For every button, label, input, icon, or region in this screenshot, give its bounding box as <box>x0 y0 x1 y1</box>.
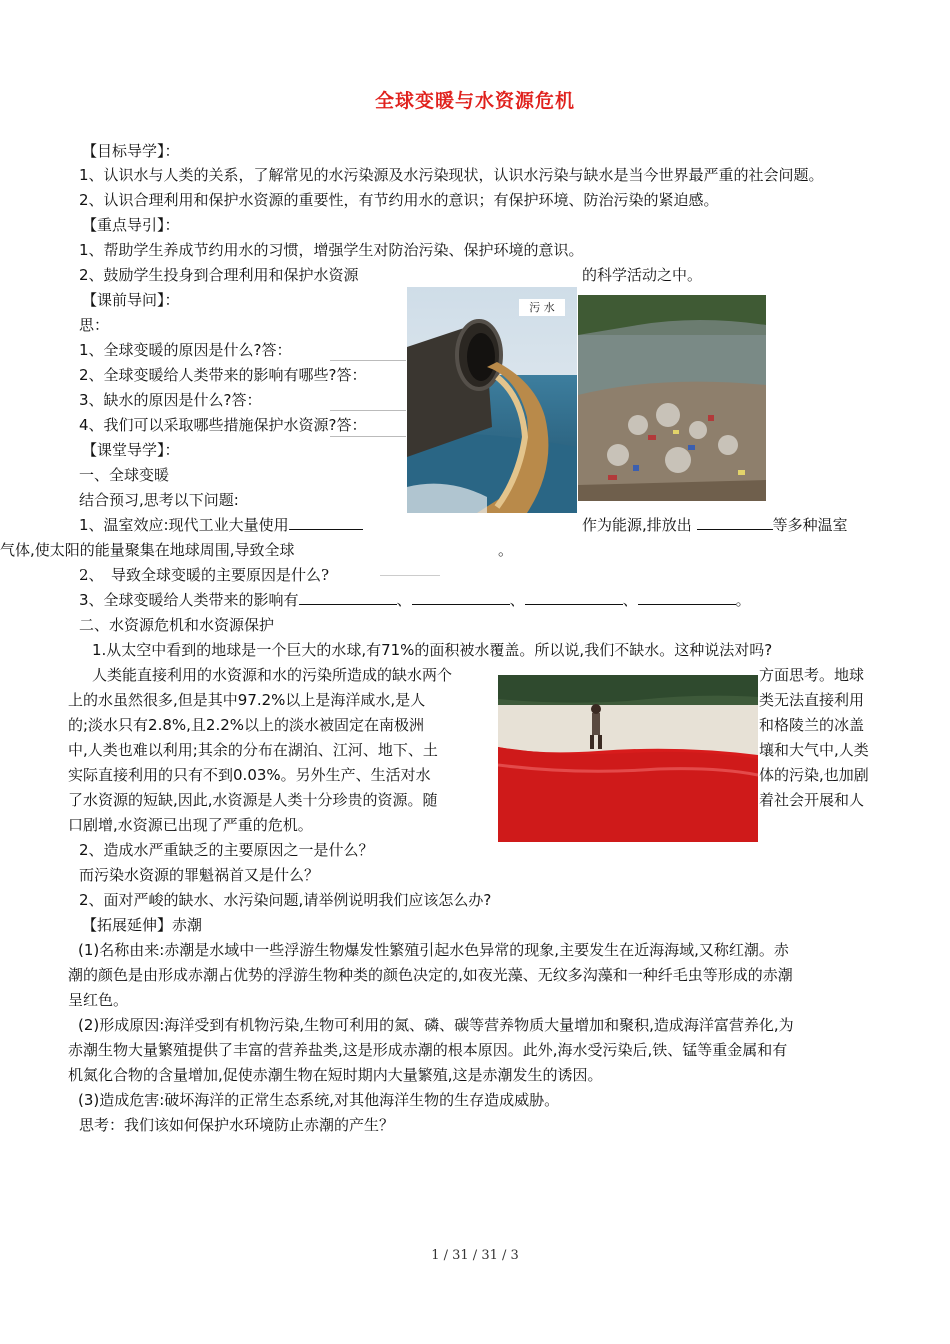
text-line: 结合预习,思考以下问题: <box>79 491 239 509</box>
page-footer: 1 / 31 / 31 / 3 <box>431 1248 519 1263</box>
question-line: 3、缺水的原因是什么?答： <box>79 391 262 409</box>
text-line: 口剧增,水资源已出现了严重的危机。 <box>68 816 313 834</box>
text-line: 2、认识合理利用和保护水资源的重要性，有节约用水的意识；有保护环境、防治污染的紧迫感。 <box>79 191 719 209</box>
text-line: 上的水虽然很多,但是其中97.2%以上是海洋咸水,是人 <box>68 691 426 709</box>
text-line: 和格陵兰的冰盖 <box>759 716 865 734</box>
text-line: 体的污染,也加剧 <box>759 766 869 784</box>
paragraph-line: (3)造成危害:破坏海洋的正常生态系统,对其他海洋生物的生存造成威胁。 <box>78 1091 560 1109</box>
text-line: 。 <box>498 541 514 559</box>
text-line: 1.从太空中看到的地球是一个巨大的水球,有71%的面积被水覆盖。所以说,我们不缺水。这种说法对吗? <box>92 641 773 659</box>
text-line: 的;淡水只有2.8%,且2.2%以上的淡水被固定在南极洲 <box>68 716 425 734</box>
text-line: 作为能源,排放出 等多种温室 <box>582 513 848 537</box>
paragraph-line: 思考：我们该如何保护水环境防止赤潮的产生？ <box>79 1116 395 1134</box>
text-line: 人类能直接利用的水资源和水的污染所造成的缺水两个 <box>92 666 453 684</box>
section-heading-preview: 【课前导问】： <box>82 291 180 309</box>
river-garbage-photo <box>578 295 766 501</box>
paragraph-line: (1)名称由来:赤潮是水域中一些浮游生物爆发性繁殖引起水色异常的现象,主要发生在近海海域,又称红潮。赤 <box>78 941 789 959</box>
section-heading: 二、水资源危机和水资源保护 <box>79 616 275 634</box>
section-heading-goals: 【目标导学】： <box>82 142 180 160</box>
section-heading-extension: 【拓展延伸】赤潮 <box>82 916 203 934</box>
question-line: 2、面对严峻的缺水、水污染问题,请举例说明我们应该怎么办? <box>79 891 492 909</box>
section-heading-class: 【课堂导学】： <box>82 441 180 459</box>
text-line: 1、认识水与人类的关系，了解常见的水污染源及水污染现状，认识水污染与缺水是当今世界最严重的社会问题。 <box>79 166 824 184</box>
photo-label: 污 水 <box>529 301 555 314</box>
paragraph-line: 呈红色。 <box>68 991 129 1009</box>
paragraph-line: 机氮化合物的含量增加,促使赤潮生物在短时期内大量繁殖,这是赤潮发生的诱因。 <box>68 1066 603 1084</box>
sewage-pipe-photo <box>407 287 577 513</box>
text-line: 3、全球变暖给人类带来的影响有 、 、 、 。 <box>79 588 751 612</box>
question-line: 4、我们可以采取哪些措施保护水资源?答： <box>79 416 367 434</box>
paragraph-line: 潮的颜色是由形成赤潮占优势的浮游生物种类的颜色决定的,如夜光藻、无纹多沟藻和一种纤毛虫等形成的赤潮 <box>68 966 793 984</box>
text-line: 2、 导致全球变暖的主要原因是什么? <box>79 566 330 584</box>
page-title: 全球变暖与水资源危机 <box>374 90 575 112</box>
text-line: 的科学活动之中。 <box>582 266 703 284</box>
paragraph-line: 赤潮生物大量繁殖提供了丰富的营养盐类,这是形成赤潮的根本原因。此外,海水受污染后,铁、锰等重金属和有 <box>68 1041 788 1059</box>
text-line: 壤和大气中,人类 <box>759 741 869 759</box>
text-line: 思： <box>79 316 110 334</box>
paragraph-line: (2)形成原因:海洋受到有机物污染,生物可利用的氮、磷、碳等营养物质大量增加和聚积,造成海洋富营养化,为 <box>78 1016 794 1034</box>
text-line: 方面思考。地球 <box>759 666 865 684</box>
question-line: 2、全球变暖给人类带来的影响有哪些?答： <box>79 366 367 384</box>
text-line: 2、鼓励学生投身到合理利用和保护水资源 <box>79 266 359 284</box>
text-line: 着社会开展和人 <box>759 791 865 809</box>
section-heading: 一、全球变暖 <box>79 466 170 484</box>
text-line: 1、温室效应:现代工业大量使用 <box>79 513 363 537</box>
question-line: 2、造成水严重缺乏的主要原因之一是什么？ <box>79 841 374 859</box>
text-line: 中,人类也难以利用;其余的分布在湖泊、江河、地下、土 <box>68 741 438 759</box>
red-tide-photo <box>498 675 758 842</box>
question-line: 而污染水资源的罪魁祸首又是什么？ <box>79 866 320 884</box>
question-line: 1、全球变暖的原因是什么?答： <box>79 341 292 359</box>
text-line: 1、帮助学生养成节约用水的习惯，增强学生对防治污染、保护环境的意识。 <box>79 241 584 259</box>
text-line: 类无法直接利用 <box>759 691 865 709</box>
text-line: 气体,使太阳的能量聚集在地球周围,导致全球 <box>0 541 295 559</box>
text-line: 了水资源的短缺,因此,水资源是人类十分珍贵的资源。随 <box>68 791 438 809</box>
section-heading-focus: 【重点导引】： <box>82 216 180 234</box>
text-line: 实际直接利用的只有不到0.03%。另外生产、生活对水 <box>68 766 431 784</box>
